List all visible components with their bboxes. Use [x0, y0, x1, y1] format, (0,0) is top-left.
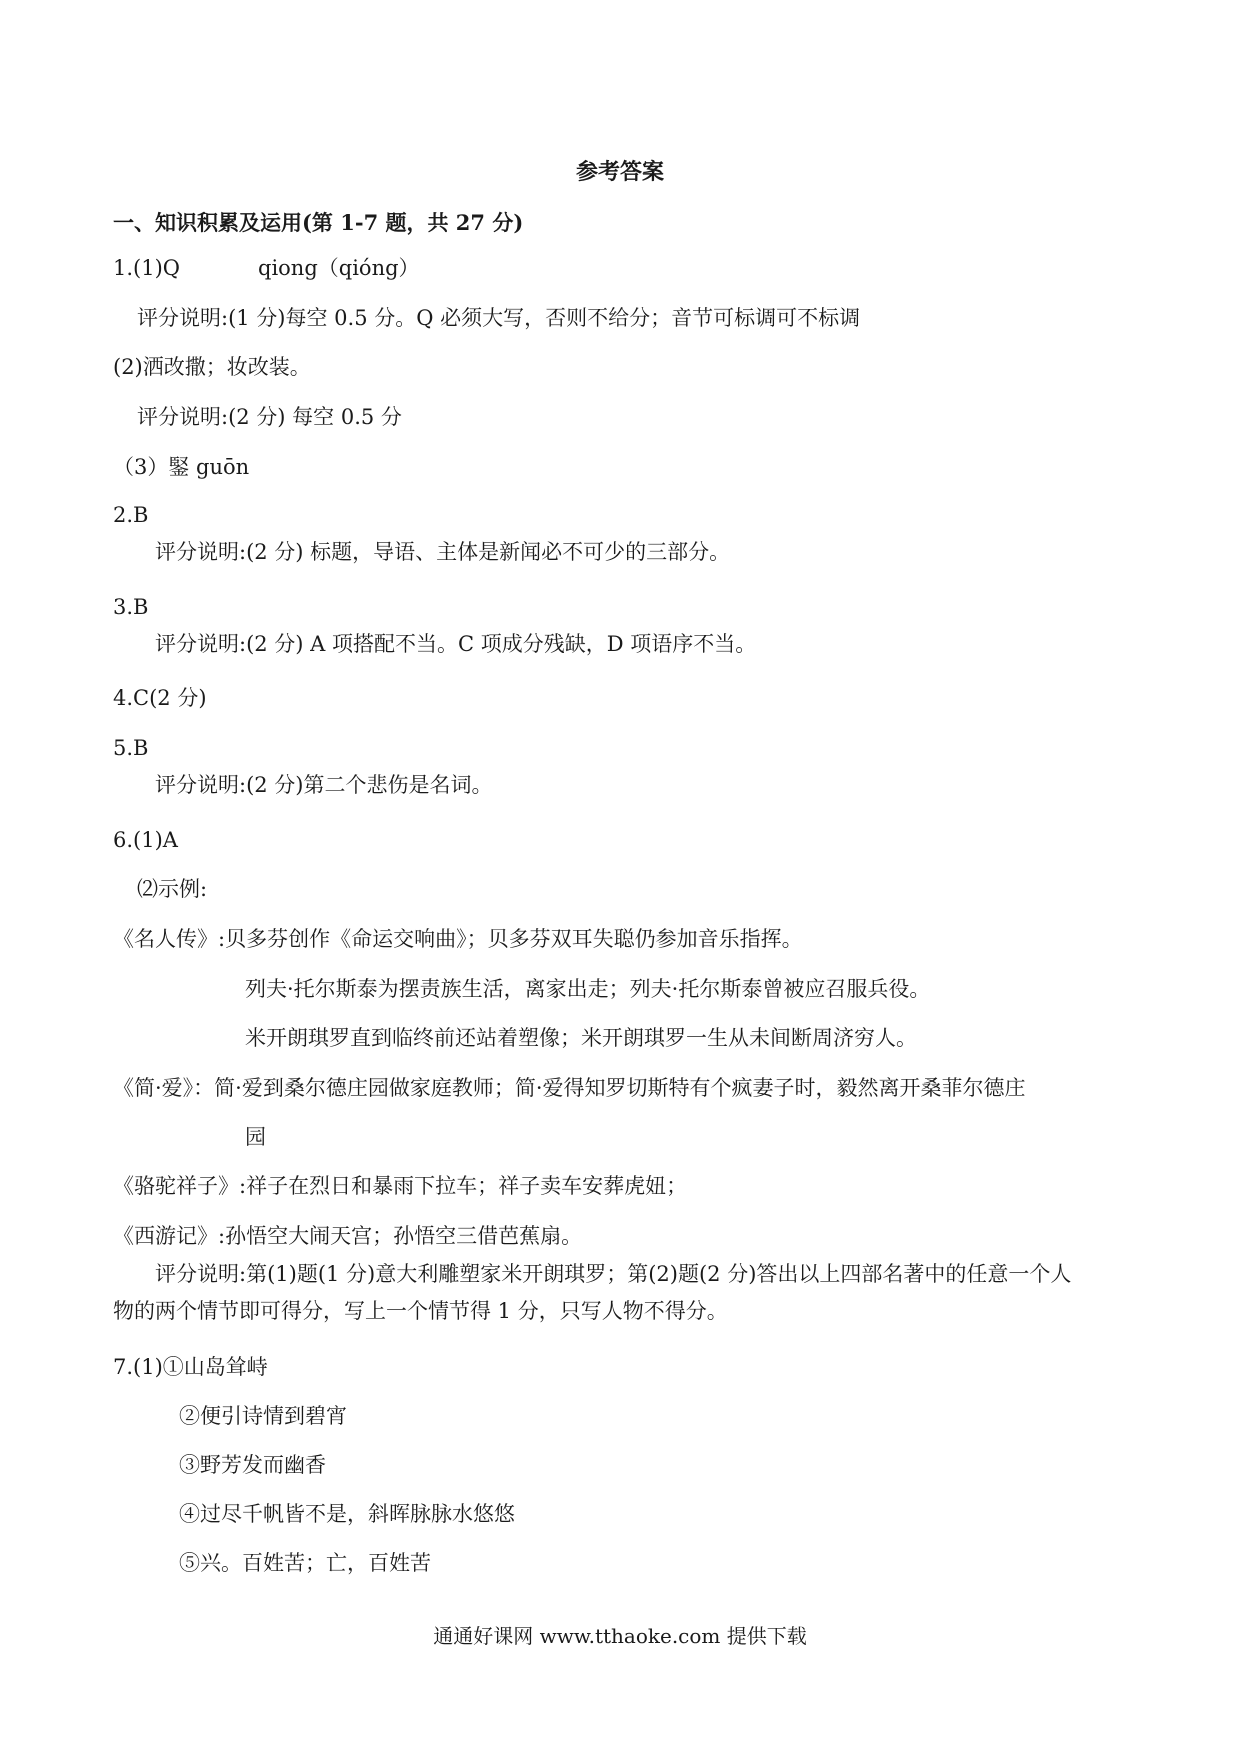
q1-scoring-note-1: 评分说明:(1 分)每空 0.5 分。Q 必须大写，否则不给分；音节可标调可不标调 — [137, 306, 861, 330]
q5-scoring-note: 评分说明:(2 分)第二个悲伤是名词。 — [155, 773, 493, 797]
q6-mingren-line-2: 列夫·托尔斯泰为摆责族生活，离家出走；列夫·托尔斯泰曾被应召服兵役。 — [245, 977, 931, 1001]
q7-answer-5: ⑤兴。百姓苦；亡，百姓苦 — [179, 1551, 431, 1575]
section-heading: 一、知识积累及运用(第 1-7 题，共 27 分) — [113, 210, 524, 235]
q2-scoring-note: 评分说明:(2 分) 标题，导语、主体是新闻必不可少的三部分。 — [155, 540, 731, 564]
q7-answer-4: ④过尽千帆皆不是，斜晖脉脉水悠悠 — [179, 1502, 515, 1526]
q6-mingren-line-1: 《名人传》:贝多芬创作《命运交响曲》；贝多芬双耳失聪仍参加音乐指挥。 — [113, 927, 803, 951]
q3-scoring-note: 评分说明:(2 分) A 项搭配不当。C 项成分残缺，D 项语序不当。 — [155, 632, 757, 656]
q7-answer-3: ③野芳发而幽香 — [179, 1453, 326, 1477]
q3-answer: 3.B — [113, 595, 149, 619]
q6-mingren-line-3: 米开朗琪罗直到临终前还站着塑像；米开朗琪罗一生从未间断周济穷人。 — [245, 1026, 917, 1050]
q2-answer: 2.B — [113, 503, 149, 527]
q1-answer-3: （3）鋻 guōn — [113, 455, 250, 479]
q6-jianai-line-2: 园 — [245, 1125, 266, 1149]
q1-answer-1 — [113, 258, 420, 279]
q6-luotuo-line: 《骆驼祥子》:祥子在烈日和暴雨下拉车；祥子卖车安葬虎妞； — [113, 1174, 688, 1198]
q6-answer-1: 6.(1)A — [113, 828, 178, 852]
q6-answer-2: ⑵示例: — [137, 877, 208, 901]
q1-answer-1-label: 1.(1)Q — [113, 256, 180, 280]
q4-answer: 4.C(2 分) — [113, 686, 207, 710]
q6-scoring-note-line-1: 评分说明:第(1)题(1 分)意大利雕塑家米开朗琪罗；第(2)题(2 分)答出以上四部名著中的任意一个人 — [155, 1262, 1072, 1286]
q6-jianai-line-1: 《简·爱》：简·爱到桑尔德庄园做家庭教师；简·爱得知罗切斯特有个疯妻子时，毅然离开桑菲尔德庄 — [113, 1076, 1026, 1100]
q6-xiyou-line: 《西游记》:孙悟空大闹天宫；孙悟空三借芭蕉扇。 — [113, 1224, 583, 1248]
q5-answer: 5.B — [113, 736, 149, 760]
footer-source: 通通好课网 www.tthaoke.com 提供下载 — [433, 1624, 807, 1648]
page-title: 参考答案 — [575, 159, 664, 185]
q7-answer-1: 7.(1)①山岛耸峙 — [113, 1355, 268, 1379]
q1-scoring-note-2: 评分说明:(2 分) 每空 0.5 分 — [137, 405, 402, 429]
q6-scoring-note-line-2: 物的两个情节即可得分，写上一个情节得 1 分，只写人物不得分。 — [113, 1299, 728, 1323]
q7-answer-2: ②便引诗情到碧宵 — [179, 1404, 347, 1428]
q1-answer-1-pinyin: qiong（qióng） — [258, 256, 420, 280]
q1-answer-2: (2)洒改撒；妆改装。 — [113, 355, 311, 379]
